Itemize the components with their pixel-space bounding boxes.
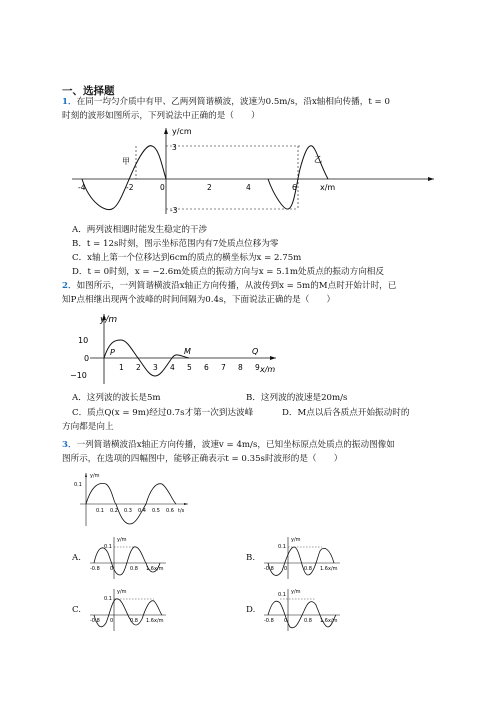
q2-x-tick-6: 6 xyxy=(204,363,209,372)
q3-c-x-label: x/m xyxy=(154,618,164,624)
q2-option-c: C．质点Q(x = 9m)经过0.7s才第一次到达波峰 xyxy=(72,408,254,418)
q3-choice-b-label: B. xyxy=(246,553,256,563)
q3-main-x-label: t/s xyxy=(178,508,185,514)
q1-x-tick-4: 4 xyxy=(246,183,251,192)
q1-number: 1． xyxy=(62,97,77,107)
q2-x-label: x/m xyxy=(260,365,276,374)
q3-c-x-tick-neg: -0.8 xyxy=(90,618,100,624)
q3-main-x-tick-4: 0.4 xyxy=(138,508,146,514)
q3-choice-a-graph xyxy=(88,535,168,580)
q3-d-x-tick-16: 1.6 xyxy=(320,618,328,624)
q2-point-p: P xyxy=(110,348,115,357)
q3-choice-d-label: D. xyxy=(246,605,256,615)
q1-y-tick-3: 3 xyxy=(172,143,177,152)
q3-d-x-tick-08: 0.8 xyxy=(304,618,312,624)
q3-b-x-tick-neg: -0.8 xyxy=(264,566,274,572)
q2-y-tick-neg10: −10 xyxy=(70,371,87,380)
q2-line-2: 知P点相继出现两个波峰的时间间隔为0.4s，下面说法正确的是（ ） xyxy=(62,295,336,305)
q1-option-c: C．x轴上第一个位移达到6cm的质点的横坐标为x = 2.75m xyxy=(72,253,302,263)
q3-choice-b-graph xyxy=(262,535,342,580)
q1-x-tick-0: 0 xyxy=(160,183,165,192)
q2-x-tick-1: 1 xyxy=(119,363,124,372)
q2-x-tick-2: 2 xyxy=(136,363,141,372)
q1-x-tick-2: 2 xyxy=(207,183,212,192)
q1-x-tick-6: 6 xyxy=(292,183,297,192)
q3-a-x-tick-0: 0 xyxy=(110,566,114,572)
q1-x-tick-neg4: -4 xyxy=(78,183,86,192)
q3-main-vibration-graph xyxy=(72,470,192,528)
q2-x-tick-5: 5 xyxy=(187,363,192,372)
q3-d-y-label: y/m xyxy=(291,589,301,595)
q1-text-1: 在同一均匀介质中有甲、乙两列简谐横波，波速为0.5m/s，沿x轴相向传播，t = 0 xyxy=(76,97,390,107)
q3-c-x-tick-08: 0.8 xyxy=(130,618,138,624)
q2-option-d-cont: 方向都是向上 xyxy=(62,422,114,432)
q1-x-label: x/m xyxy=(320,183,336,192)
q3-a-x-tick-08: 0.8 xyxy=(130,566,138,572)
q3-c-x-tick-0: 0 xyxy=(110,618,114,624)
q1-y-tick-neg3: -3 xyxy=(170,206,178,215)
q2-y-tick-10: 10 xyxy=(78,336,89,345)
q3-d-x-tick-0: 0 xyxy=(284,618,288,624)
q3-main-y-label: y/m xyxy=(90,473,100,479)
q2-x-tick-7: 7 xyxy=(221,363,226,372)
q3-number: 3． xyxy=(62,440,77,450)
q2-text-1: 如图所示，一列简谐横波沿x轴正方向传播，从波传到x = 5m的M点时开始计时，已 xyxy=(76,281,397,291)
q2-y-label: y/m xyxy=(100,315,118,325)
q3-line-1 xyxy=(62,439,434,451)
q2-point-q: Q xyxy=(252,347,259,356)
q3-b-x-tick-08: 0.8 xyxy=(304,566,312,572)
q3-text-1: 一列简谐横波沿x轴正方向传播，波速v = 4m/s，已知坐标原点处质点的振动图像如 xyxy=(76,440,395,450)
q3-main-x-tick-6: 0.6 xyxy=(166,508,174,514)
q3-a-y-tick: 0.1 xyxy=(104,544,112,550)
q2-y-tick-0: 0 xyxy=(84,354,90,363)
q3-a-x-label: x/m xyxy=(154,566,164,572)
q3-main-x-tick-1: 0.1 xyxy=(96,508,104,514)
q2-option-b: B．这列波的波速是20m/s xyxy=(246,393,348,403)
q3-c-x-tick-16: 1.6 xyxy=(146,618,154,624)
q3-choice-d-graph xyxy=(262,587,342,632)
q3-a-y-label: y/m xyxy=(117,537,127,543)
q3-b-y-label: y/m xyxy=(291,537,301,543)
q2-wave-graph xyxy=(66,310,286,388)
q3-choice-c-label: C. xyxy=(72,605,82,615)
q3-b-x-tick-16: 1.6 xyxy=(320,566,328,572)
q1-option-d: D．t = 0时刻，x = −2.6m处质点的振动方向与x = 5.1m处质点的振动方向相反 xyxy=(72,267,384,277)
q3-a-x-tick-neg: -0.8 xyxy=(90,566,100,572)
q3-b-x-tick-0: 0 xyxy=(284,566,288,572)
q3-d-x-tick-neg: -0.8 xyxy=(264,618,274,624)
q2-line-1 xyxy=(62,280,434,292)
q2-x-tick-8: 8 xyxy=(238,363,243,372)
q3-b-x-label: x/m xyxy=(328,566,338,572)
q1-option-b: B．t = 12s时刻，图示坐标范围内有7处质点位移为零 xyxy=(72,239,279,249)
q3-choice-c-graph xyxy=(88,587,168,632)
q1-wave-b-label: 乙 xyxy=(314,155,322,164)
q1-y-label: y/cm xyxy=(172,127,192,136)
q3-choice-a-label: A. xyxy=(72,553,81,563)
q1-line-2: 时刻的波形如图所示，下列说法中正确的是（ ） xyxy=(62,111,260,121)
q1-option-a: A．两列波相遇时能发生稳定的干涉 xyxy=(72,225,208,235)
q3-main-x-tick-5: 0.5 xyxy=(152,508,160,514)
q2-point-m: M xyxy=(184,347,191,356)
q1-wave-a-label: 甲 xyxy=(122,157,130,166)
q2-x-tick-3: 3 xyxy=(153,363,158,372)
q3-line-2: 图所示，在选项的四幅图中，能够正确表示t = 0.35s时波形的是（ ） xyxy=(62,454,343,464)
q3-main-y-tick: 0.1 xyxy=(74,482,82,488)
q3-b-y-tick: 0.1 xyxy=(278,544,286,550)
q3-c-y-label: y/m xyxy=(117,589,127,595)
q2-number: 2． xyxy=(62,281,77,291)
q3-d-x-label: x/m xyxy=(328,618,338,624)
q3-a-x-tick-16: 1.6 xyxy=(146,566,154,572)
q3-c-y-tick: 0.1 xyxy=(104,596,112,602)
q2-x-tick-4: 4 xyxy=(170,363,175,372)
q3-main-x-tick-2: 0.2 xyxy=(110,508,118,514)
section-title: 一、选择题 xyxy=(62,85,115,97)
q2-option-d: D．M点以后各质点开始振动时的 xyxy=(282,408,410,418)
q2-option-a: A．这列波的波长是5m xyxy=(72,393,161,403)
q3-d-y-tick: 0.1 xyxy=(278,592,286,598)
q3-main-x-tick-3: 0.3 xyxy=(124,508,132,514)
q1-line-1 xyxy=(62,96,434,108)
q1-x-tick-neg2: -2 xyxy=(126,183,134,192)
q1-wave-graph xyxy=(62,124,442,219)
q2-x-tick-9: 9 xyxy=(255,363,260,372)
